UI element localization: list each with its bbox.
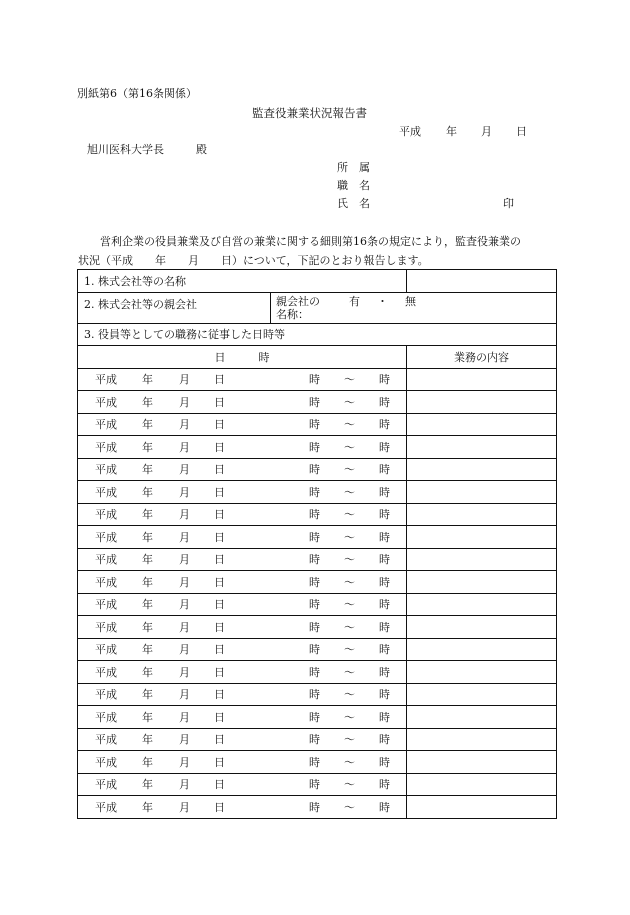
task-content-cell[interactable]	[407, 593, 557, 616]
tilde: ～	[344, 688, 355, 702]
hour-from-label: 時	[309, 620, 320, 634]
position-label: 職 名	[337, 179, 370, 192]
day-label: 日	[214, 643, 225, 657]
date-row	[78, 706, 557, 729]
month-label: 月	[179, 643, 190, 657]
tilde: ～	[344, 755, 355, 769]
era-label: 平成	[95, 395, 117, 409]
year-label: 年	[142, 598, 153, 612]
year-label: 年	[142, 530, 153, 544]
hour-to-label: 時	[379, 710, 390, 724]
parent-separator: ・	[377, 294, 388, 308]
era-label: 平成	[95, 620, 117, 634]
hour-from-label: 時	[309, 373, 320, 387]
hour-to-label: 時	[379, 440, 390, 454]
month-label: 月	[179, 373, 190, 387]
parent-company-row	[78, 292, 557, 323]
month-label: 月	[179, 665, 190, 679]
day-label: 日	[214, 530, 225, 544]
date-time-cell[interactable]	[78, 436, 407, 459]
day-label: 日	[214, 373, 225, 387]
body-line-2: 状況（平成 年 月 日）について，下記のとおり報告します。	[78, 254, 429, 267]
era-label: 平成	[95, 598, 117, 612]
task-content-cell[interactable]	[407, 436, 557, 459]
day-label: 日	[214, 733, 225, 747]
task-content-cell[interactable]	[407, 526, 557, 549]
date-time-cell[interactable]	[78, 638, 407, 661]
hour-from-label: 時	[309, 530, 320, 544]
task-content-cell[interactable]	[407, 571, 557, 594]
parent-company-label: 2. 株式会社等の親会社	[78, 292, 271, 323]
year-label: 年	[142, 418, 153, 432]
tilde: ～	[344, 643, 355, 657]
datetime-header: 日 時	[78, 346, 407, 369]
day-label: 日	[214, 665, 225, 679]
task-content-cell[interactable]	[407, 503, 557, 526]
date-row	[78, 773, 557, 796]
date-row	[78, 458, 557, 481]
year-label: 年	[142, 373, 153, 387]
date-row	[78, 728, 557, 751]
day-label: 日	[214, 620, 225, 634]
task-content-cell[interactable]	[407, 706, 557, 729]
year-label: 年	[142, 620, 153, 634]
month-label: 月	[179, 710, 190, 724]
date-time-cell[interactable]	[78, 391, 407, 414]
hour-to-label: 時	[379, 620, 390, 634]
month-label: 月	[179, 688, 190, 702]
date-row	[78, 593, 557, 616]
hour-from-label: 時	[309, 688, 320, 702]
company-name-row	[78, 270, 557, 293]
month-label: 月	[179, 485, 190, 499]
hour-to-label: 時	[379, 755, 390, 769]
date-time-cell[interactable]	[78, 526, 407, 549]
year-label: 年	[142, 643, 153, 657]
month-label: 月	[179, 733, 190, 747]
month-label: 月	[179, 575, 190, 589]
era-label: 平成	[95, 755, 117, 769]
task-content-cell[interactable]	[407, 638, 557, 661]
hour-from-label: 時	[309, 418, 320, 432]
tilde: ～	[344, 575, 355, 589]
tilde: ～	[344, 665, 355, 679]
era-label: 平成	[95, 688, 117, 702]
name-label: 氏 名	[337, 197, 370, 210]
era-label: 平成	[95, 418, 117, 432]
year-label: 年	[142, 395, 153, 409]
affiliation-label: 所 属	[337, 161, 370, 174]
hour-from-label: 時	[309, 598, 320, 612]
month-label: 月	[179, 418, 190, 432]
tilde: ～	[344, 553, 355, 567]
date-row	[78, 616, 557, 639]
month-label: 月	[179, 755, 190, 769]
month-label: 月	[179, 463, 190, 477]
month-label: 月	[179, 800, 190, 814]
company-name-label: 1. 株式会社等の名称	[78, 270, 407, 293]
era-label: 平成	[95, 733, 117, 747]
era-label: 平成	[95, 575, 117, 589]
year-label: 年	[142, 755, 153, 769]
day-label: 日	[214, 778, 225, 792]
task-content-cell[interactable]	[407, 773, 557, 796]
month-label: 月	[179, 440, 190, 454]
date-row	[78, 526, 557, 549]
hour-to-label: 時	[379, 553, 390, 567]
era-label: 平成	[95, 800, 117, 814]
day-label: 日	[214, 755, 225, 769]
date-row	[78, 548, 557, 571]
hour-from-label: 時	[309, 440, 320, 454]
hour-to-label: 時	[379, 733, 390, 747]
year-label: 年	[142, 688, 153, 702]
parent-name-label: 名称：	[276, 307, 309, 321]
hour-from-label: 時	[309, 575, 320, 589]
hour-to-label: 時	[379, 508, 390, 522]
tilde: ～	[344, 710, 355, 724]
task-content-cell[interactable]	[407, 616, 557, 639]
date-row	[78, 436, 557, 459]
date-time-cell[interactable]	[78, 368, 407, 391]
form-reference: 別紙第6（第16条関係）	[77, 87, 197, 100]
task-content-cell[interactable]	[407, 391, 557, 414]
hour-to-label: 時	[379, 778, 390, 792]
month-label: 月	[179, 598, 190, 612]
year-label: 年	[142, 553, 153, 567]
era-label: 平成	[95, 778, 117, 792]
parent-exists-label: 親会社の	[276, 294, 320, 308]
date-time-cell[interactable]	[78, 751, 407, 774]
year-label: 年	[142, 733, 153, 747]
month-label: 月	[179, 395, 190, 409]
task-content-cell[interactable]	[407, 368, 557, 391]
date-time-cell[interactable]	[78, 616, 407, 639]
tilde: ～	[344, 598, 355, 612]
tilde: ～	[344, 440, 355, 454]
task-content-cell[interactable]	[407, 661, 557, 684]
date-row	[78, 481, 557, 504]
month-label: 月	[179, 530, 190, 544]
parent-yes-option[interactable]: 有	[349, 294, 360, 308]
tilde: ～	[344, 508, 355, 522]
day-label: 日	[214, 800, 225, 814]
tilde: ～	[344, 395, 355, 409]
seal-mark: 印	[503, 197, 514, 210]
task-content-cell[interactable]	[407, 413, 557, 436]
task-content-cell[interactable]	[407, 548, 557, 571]
task-content-cell[interactable]	[407, 796, 557, 819]
hour-to-label: 時	[379, 598, 390, 612]
date-time-cell[interactable]	[78, 503, 407, 526]
task-content-cell[interactable]	[407, 458, 557, 481]
hour-from-label: 時	[309, 485, 320, 499]
hour-to-label: 時	[379, 485, 390, 499]
year-label: 年	[142, 778, 153, 792]
day-label: 日	[214, 553, 225, 567]
era-label: 平成	[95, 665, 117, 679]
date-time-cell[interactable]	[78, 796, 407, 819]
tilde: ～	[344, 373, 355, 387]
month-label: 月	[179, 508, 190, 522]
date-time-cell[interactable]	[78, 706, 407, 729]
tilde: ～	[344, 485, 355, 499]
month-label: 月	[179, 620, 190, 634]
hour-from-label: 時	[309, 665, 320, 679]
year-label: 年	[142, 575, 153, 589]
task-content-cell[interactable]	[407, 683, 557, 706]
task-content-cell[interactable]	[407, 481, 557, 504]
month-label: 月	[179, 553, 190, 567]
date-time-cell[interactable]	[78, 481, 407, 504]
parent-no-option[interactable]: 無	[405, 294, 416, 308]
hour-to-label: 時	[379, 463, 390, 477]
hour-from-label: 時	[309, 755, 320, 769]
year-label: 年	[142, 485, 153, 499]
year-label: 年	[142, 665, 153, 679]
day-label: 日	[214, 508, 225, 522]
date-time-cell[interactable]	[78, 413, 407, 436]
tilde: ～	[344, 620, 355, 634]
date-row	[78, 638, 557, 661]
date-row	[78, 368, 557, 391]
hour-to-label: 時	[379, 530, 390, 544]
tilde: ～	[344, 778, 355, 792]
date-time-cell[interactable]	[78, 548, 407, 571]
era-label: 平成	[95, 643, 117, 657]
day-label: 日	[214, 598, 225, 612]
date-row	[78, 571, 557, 594]
day-label: 日	[214, 575, 225, 589]
duty-section-label: 3. 役員等としての職務に従事した日時等	[78, 323, 557, 346]
duty-section-row	[78, 323, 557, 346]
hour-from-label: 時	[309, 710, 320, 724]
hour-from-label: 時	[309, 778, 320, 792]
hour-from-label: 時	[309, 733, 320, 747]
hour-to-label: 時	[379, 688, 390, 702]
day-label: 日	[214, 463, 225, 477]
date-row	[78, 413, 557, 436]
year-label: 年	[142, 800, 153, 814]
era-label: 平成	[95, 553, 117, 567]
era-label: 平成	[95, 463, 117, 477]
hour-to-label: 時	[379, 800, 390, 814]
hour-from-label: 時	[309, 553, 320, 567]
year-label: 年	[142, 710, 153, 724]
tilde: ～	[344, 733, 355, 747]
date-row	[78, 796, 557, 819]
era-label: 平成	[95, 508, 117, 522]
month-label: 月	[179, 778, 190, 792]
date-time-cell[interactable]	[78, 773, 407, 796]
hour-from-label: 時	[309, 800, 320, 814]
date-time-cell[interactable]	[78, 661, 407, 684]
task-content-cell[interactable]	[407, 751, 557, 774]
year-label: 年	[142, 508, 153, 522]
era-label: 平成	[95, 485, 117, 499]
day-label: 日	[214, 688, 225, 702]
task-content-cell[interactable]	[407, 728, 557, 751]
hour-to-label: 時	[379, 643, 390, 657]
hour-from-label: 時	[309, 508, 320, 522]
era-label: 平成	[95, 373, 117, 387]
date-row	[78, 391, 557, 414]
hour-from-label: 時	[309, 395, 320, 409]
hour-to-label: 時	[379, 418, 390, 432]
date-time-cell[interactable]	[78, 728, 407, 751]
date-time-cell[interactable]	[78, 571, 407, 594]
era-label: 平成	[95, 440, 117, 454]
parent-company-value	[271, 292, 557, 323]
tilde: ～	[344, 530, 355, 544]
content-header: 業務の内容	[407, 346, 557, 369]
era-label: 平成	[95, 530, 117, 544]
hour-from-label: 時	[309, 643, 320, 657]
day-label: 日	[214, 440, 225, 454]
hour-to-label: 時	[379, 665, 390, 679]
column-header-row	[78, 346, 557, 369]
hour-to-label: 時	[379, 395, 390, 409]
tilde: ～	[344, 800, 355, 814]
day-label: 日	[214, 395, 225, 409]
document-title: 監査役兼業状況報告書	[252, 106, 367, 120]
date-row	[78, 751, 557, 774]
tilde: ～	[344, 418, 355, 432]
day-label: 日	[214, 418, 225, 432]
hour-to-label: 時	[379, 575, 390, 589]
era-label: 平成	[95, 710, 117, 724]
date-row	[78, 683, 557, 706]
hour-to-label: 時	[379, 373, 390, 387]
year-label: 年	[142, 440, 153, 454]
hour-from-label: 時	[309, 463, 320, 477]
date-row	[78, 503, 557, 526]
day-label: 日	[214, 710, 225, 724]
report-table	[77, 269, 557, 819]
date-time-cell[interactable]	[78, 593, 407, 616]
date-row	[78, 661, 557, 684]
company-name-value[interactable]	[407, 270, 557, 293]
year-label: 年	[142, 463, 153, 477]
day-label: 日	[214, 485, 225, 499]
body-line-1: 営利企業の役員兼業及び自営の兼業に関する細則第16条の規定により，監査役兼業の	[100, 235, 521, 248]
date-time-cell[interactable]	[78, 683, 407, 706]
date-time-cell[interactable]	[78, 458, 407, 481]
tilde: ～	[344, 463, 355, 477]
